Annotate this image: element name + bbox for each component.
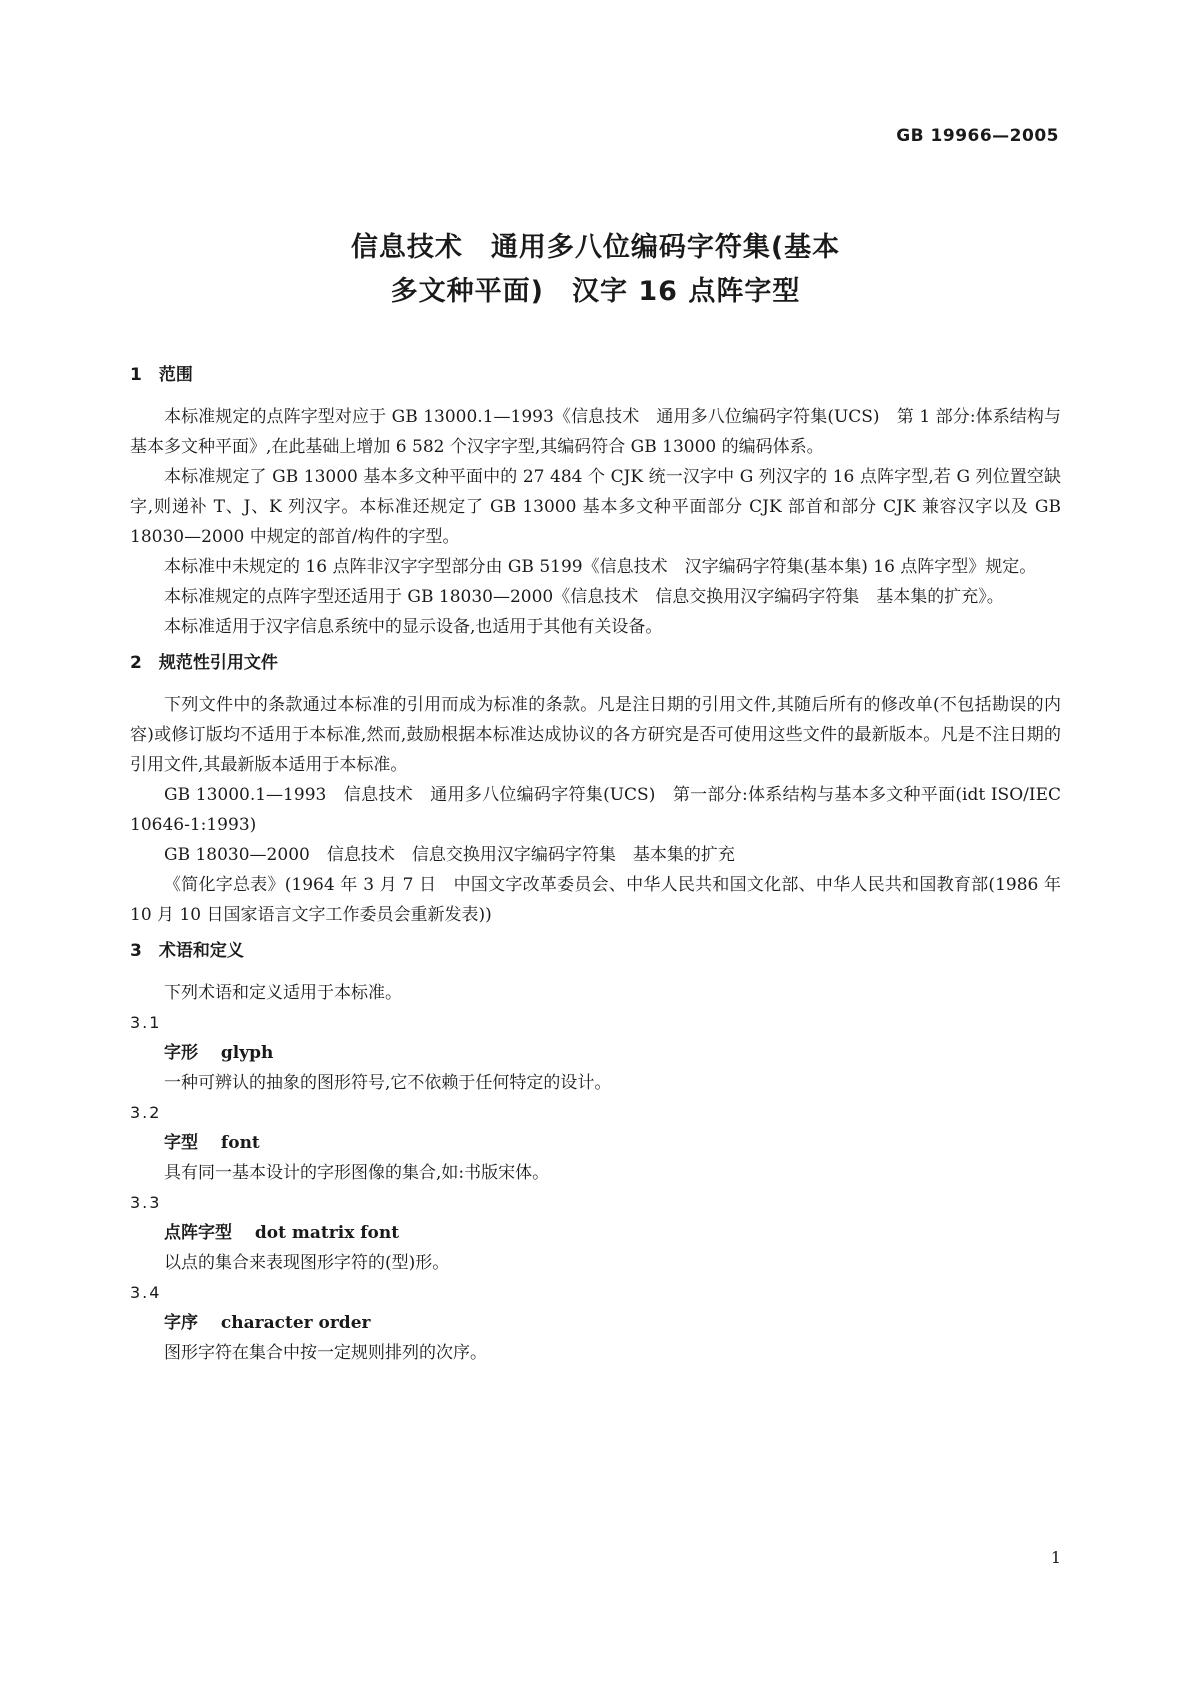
title-line-1: 信息技术 通用多八位编码字符集(基本 (350, 232, 841, 263)
term-heading (130, 1218, 1061, 1248)
reference-item: 《简化字总表》(1964 年 3 月 7 日 中国文字改革委员会、中华人民共和国文化部、中华人民共和国教育部(1986 年 10 月 10 日国家语言文字工作委员会重新发表)) (130, 875, 1061, 925)
term-zh: 字型 (164, 1133, 198, 1153)
term-definition: 一种可辨认的抽象的图形符号,它不依赖于任何特定的设计。 (164, 1073, 612, 1093)
paragraph: 下列术语和定义适用于本标准。 (164, 983, 402, 1003)
term-heading (130, 1128, 1061, 1158)
term-zh: 点阵字型 (164, 1223, 232, 1243)
standard-code: GB 19966—2005 (896, 126, 1059, 146)
term-entry (130, 1188, 1061, 1278)
paragraph: 本标准规定了 GB 13000 基本多文种平面中的 27 484 个 CJK 统一汉字中 G 列汉字的 16 点阵字型,若 G 列位置空缺字,则递补 T、J、K 列汉字。本标准还规定了 GB 13000 基本多文种平面部分 CJK 部首和部分 CJK 兼容汉字以及 GB 18030—2000 中规定的部首/构件的字型。 (130, 467, 1061, 547)
term-entry (130, 1278, 1061, 1368)
term-entry (130, 1008, 1061, 1098)
term-number: 3.3 (130, 1193, 162, 1212)
title-line-2: 多文种平面) 汉字 16 点阵字型 (390, 276, 801, 307)
page-number: 1 (1050, 1548, 1061, 1567)
term-definition: 图形字符在集合中按一定规则排列的次序。 (164, 1343, 487, 1363)
paragraph: 本标准中未规定的 16 点阵非汉字字型部分由 GB 5199《信息技术 汉字编码字符集(基本集) 16 点阵字型》规定。 (164, 557, 1037, 577)
term-en: font (220, 1133, 260, 1153)
paragraph: 下列文件中的条款通过本标准的引用而成为标准的条款。凡是注日期的引用文件,其随后所有的修改单(不包括勘误的内容)或修订版均不适用于本标准,然而,鼓励根据本标准达成协议的各方研究是否可使用这些文件的最新版本。凡是不注日期的引用文件,其最新版本适用于本标准。 (130, 695, 1061, 775)
paragraph: 本标准规定的点阵字型还适用于 GB 18030—2000《信息技术 信息交换用汉字编码字符集 基本集的扩充》。 (164, 587, 1004, 607)
paragraph: 本标准适用于汉字信息系统中的显示设备,也适用于其他有关设备。 (164, 617, 663, 637)
term-definition: 具有同一基本设计的字形图像的集合,如:书版宋体。 (164, 1163, 550, 1183)
section-heading-normative-references: 2 规范性引用文件 (130, 653, 278, 673)
document-title (0, 226, 1191, 314)
term-definition: 以点的集合来表现图形字符的(型)形。 (164, 1253, 450, 1273)
term-entry (130, 1098, 1061, 1188)
section-heading-scope: 1 范围 (130, 365, 193, 385)
term-heading (130, 1308, 1061, 1338)
term-heading (130, 1038, 1061, 1068)
reference-item: GB 13000.1—1993 信息技术 通用多八位编码字符集(UCS) 第一部分:体系结构与基本多文种平面(idt ISO/IEC 10646-1:1993) (130, 785, 1061, 835)
section-heading-terms-definitions: 3 术语和定义 (130, 941, 244, 961)
term-en: dot matrix font (254, 1223, 400, 1243)
term-zh: 字形 (164, 1043, 198, 1063)
reference-item: GB 18030—2000 信息技术 信息交换用汉字编码字符集 基本集的扩充 (164, 845, 735, 865)
paragraph: 本标准规定的点阵字型对应于 GB 13000.1—1993《信息技术 通用多八位编码字符集(UCS) 第 1 部分:体系结构与基本多文种平面》,在此基础上增加 6 582 个汉字字型,其编码符合 GB 13000 的编码体系。 (130, 407, 1061, 457)
term-number: 3.1 (130, 1013, 162, 1032)
term-en: character order (220, 1313, 371, 1333)
term-zh: 字序 (164, 1313, 198, 1333)
term-en: glyph (220, 1043, 274, 1063)
document-body (130, 360, 1061, 1368)
term-number: 3.4 (130, 1283, 162, 1302)
term-number: 3.2 (130, 1103, 162, 1122)
